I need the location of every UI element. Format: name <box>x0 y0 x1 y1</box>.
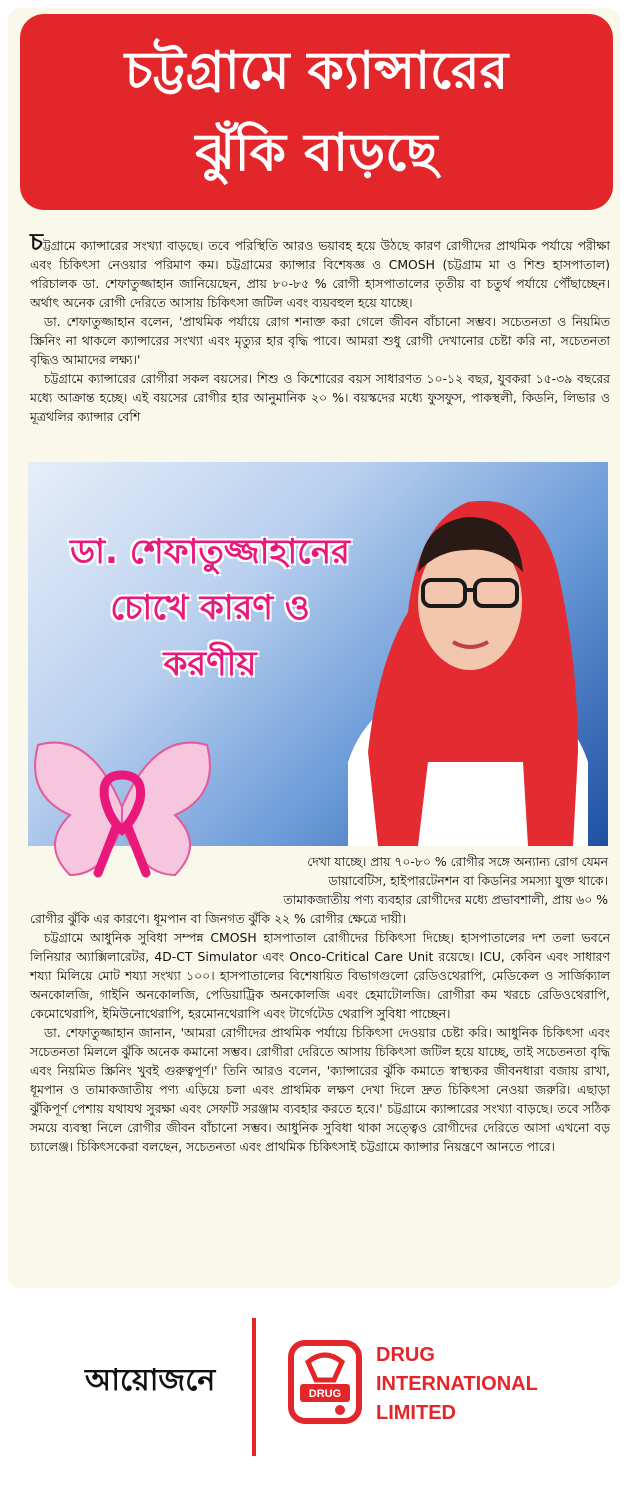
intro-paragraph-1: ট্টগ্রামে ক্যান্সারের সংখ্যা বাড়ছে। তবে পরিস্থিতি আরও ভয়াবহ হয়ে উঠছে কারণ রোগীদের প্রাথমিক পর্যায়ে পরীক্ষা এবং চিকিৎসা নেওয়ার পরিমাণ কম। চট্টগ্রামের ক্যান্সার বিশেষজ্ঞ ও CMOSH (চট্টগ্রাম মা ও শিশু হাসপাতাল) পরিচালক ডা. শেফাতুজ্জাহান জানিয়েছেন, প্রায় ৮০-৮৫ % রোগী হাসপাতালের তৃতীয় বা চতুর্থ পর্যায়ে পৌঁছাচ্ছেন। অর্থাৎ অনেক রোগী দেরিতে আসায় চিকিৎসা জটিল এবং ব্যয়বহুল হয়ে যাচ্ছে। <box>30 238 610 310</box>
sponsor-label: আয়োজনে <box>85 1363 216 1398</box>
brand-line-2: INTERNATIONAL <box>376 1373 538 1395</box>
hero-title-line-3: করণীয় <box>163 644 257 684</box>
brand-name <box>376 1341 538 1428</box>
side-text <box>192 852 608 909</box>
hero-title-line-2: চোখে কারণ ও <box>110 588 310 628</box>
headline-line-1: চট্টগ্রামে ক্যান্সারের <box>124 41 509 101</box>
side-line-3: তামাকজাতীয় পণ্য ব্যবহার রোগীদের মধ্যে প্রভাবশালী, প্রায় ৬০ % <box>283 892 608 907</box>
side-line-1: দেখা যাচ্ছে। প্রায় ৭০-৮০ % রোগীর সঙ্গে অন্যান্য রোগ যেমন <box>307 854 608 869</box>
drop-cap: চ <box>30 228 43 256</box>
body-text <box>30 909 610 1156</box>
drug-international-logo-icon <box>288 1340 362 1424</box>
headline-banner <box>20 14 613 210</box>
body-paragraph-2: ডা. শেফাতুজ্জাহান জানান, 'আমরা রোগীদের প্রাথমিক পর্যায়ে চিকিৎসা দেওয়ার চেষ্টা করি। আধুনিক চিকিৎসা এবং সচেতনতা মিললে ঝুঁকি অনেক কমানো সম্ভব। রোগীরা দেরিতে আসায় চিকিৎসা জটিল হয়ে যাচ্ছে, তাই সচেতনতা বৃদ্ধি এবং নিয়মিত স্ক্রিনিং খুবই গুরুত্বপূর্ণ।' তিনি আরও বলেন, 'ক্যান্সারের ঝুঁকি কমাতে স্বাস্থ্যকর জীবনধারা বজায় রাখা, ধূমপান ও তামাকজাতীয় পণ্য এড়িয়ে চলা এবং প্রাথমিক লক্ষণ দেখা দিলে দ্রুত চিকিৎসা নেওয়া জরুরি। এছাড়া ঝুঁকিপূর্ণ পেশায় যথাযথ সুরক্ষা এবং সেফটি সরঞ্জাম ব্যবহার করতে হবে।' চট্টগ্রামে ক্যান্সারের সংখ্যা বাড়ছে। তবে সঠিক সময়ে ব্যবস্থা নিলে রোগীর জীবন বাঁচানো সম্ভব। আধুনিক সুবিধা থাকা সত্ত্বেও রোগীদের দেরিতে আসা এখনো বড় চ্যালেঞ্জ। চিকিৎসকেরা বলছেন, সচেতনতা এবং প্রাথমিক চিকিৎসাই চট্টগ্রামে ক্যান্সার নিয়ন্ত্রণে আনতে পারে। <box>30 1025 610 1154</box>
hero-title-line-1: ডা. শেফাতুজ্জাহানের <box>70 532 350 572</box>
headline-line-2: ঝুঁকি বাড়ছে <box>195 123 438 183</box>
intro-text <box>30 228 610 426</box>
footer-divider <box>252 1318 256 1456</box>
pink-ribbon-butterfly-icon <box>30 735 215 880</box>
side-line-4: রোগীর ঝুঁকি এর কারণে। ধূমপান বা জিনগত ঝুঁকি ২২ % রোগীর ক্ষেত্রে দায়ী। <box>30 911 407 926</box>
logo-badge-text: DRUG <box>308 1388 342 1400</box>
side-line-2: ডায়াবেটিস, হাইপারটেনশন বা কিডনির সমস্যা যুক্ত থাকে। <box>328 873 608 888</box>
brand-line-1: DRUG <box>376 1344 435 1366</box>
brand-line-3: LIMITED <box>376 1402 456 1424</box>
body-paragraph-1: চট্টগ্রামে আধুনিক সুবিধা সম্পন্ন CMOSH হাসপাতাল রোগীদের চিকিৎসা দিচ্ছে। হাসপাতালের দশ তলা ভবনে লিনিয়ার অ্যাক্সিলারেটর, 4D-CT Simulator এবং Onco-Critical Care Unit রয়েছে। ICU, কেবিন এবং সাধারণ শয্যা মিলিয়ে মোট শয্যা সংখ্যা ১০০। হাসপাতালের বিশেষায়িত বিভাগগুলো রেডিওথেরাপি, মেডিকেল ও সার্জিক্যাল অনকোলজি, গাইনি অনকোলজি, পেডিয়াট্রিক অনকোলজি এবং হেমাটোলজি। রোগীরা কম খরচে রেডিওথেরাপি, কেমোথেরাপি, ইমিউনোথেরাপি, হরমোনথেরাপি এবং টার্গেটেড থেরাপি সুবিধা পাচ্ছেন। <box>30 930 610 1021</box>
intro-paragraph-3: চট্টগ্রামে ক্যান্সারের রোগীরা সকল বয়সের। শিশু ও কিশোরের বয়স সাধারণত ১০-১২ বছর, যুবকরা ১৫-৩৯ বছরের মধ্যে আক্রান্ত হচ্ছে। এই বয়সের রোগীর হার আনুমানিক ২০ %। বয়স্কদের মধ্যে ফুসফুস, পাকস্থলী, কিডনি, লিভার ও মূত্রথলির ক্যান্সার বেশি <box>30 371 610 424</box>
intro-paragraph-2: ডা. শেফাতুজ্জাহান বলেন, 'প্রাথমিক পর্যায়ে রোগ শনাক্ত করা গেলে জীবন বাঁচানো সম্ভব। সচেতনতা ও নিয়মিত স্ক্রিনিং না থাকলে ক্যান্সারের সংখ্যা এবং মৃত্যুর হার বৃদ্ধি পাবে। আমরা শুধু রোগী দেখানোর চেষ্টা করি না, সচেতনতা বৃদ্ধিও আমাদের লক্ষ্য।' <box>30 314 610 367</box>
hero-title <box>40 524 380 692</box>
